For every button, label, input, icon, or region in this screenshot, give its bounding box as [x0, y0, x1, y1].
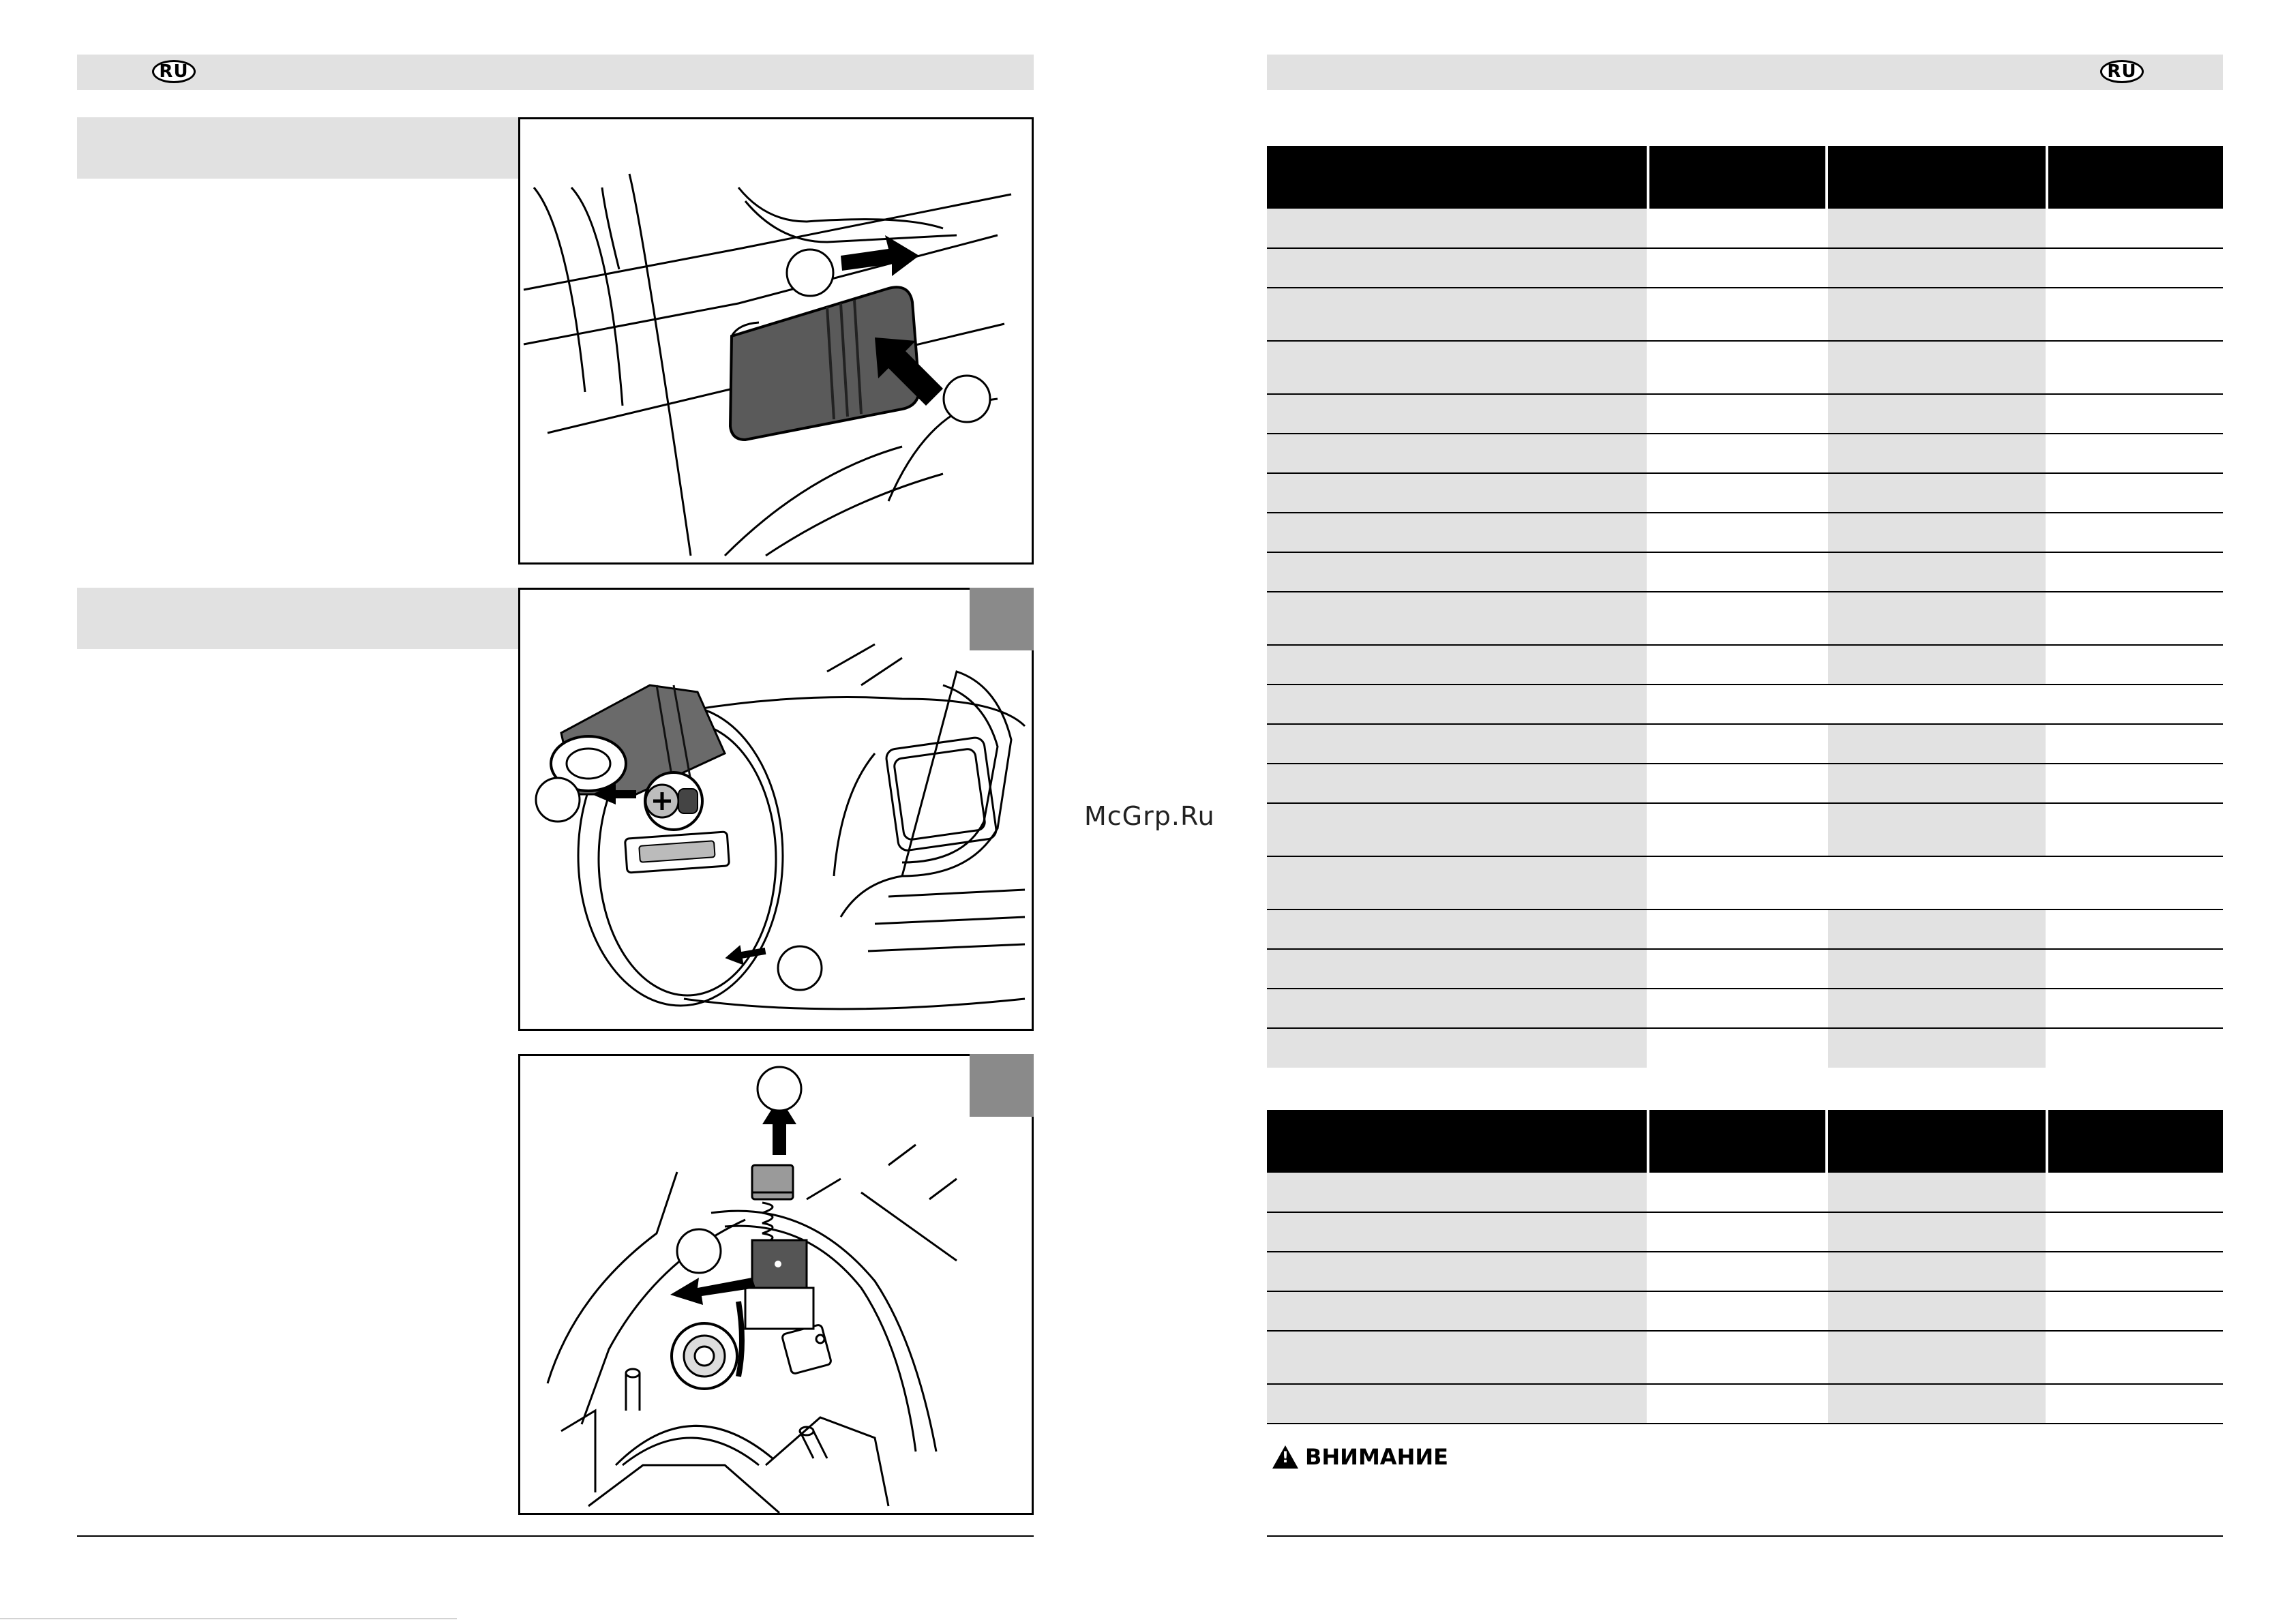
figure-1-callout-b [944, 376, 990, 422]
warning-triangle-icon [1272, 1445, 1298, 1469]
figure-2-tab [970, 588, 1034, 650]
table1-row [1267, 341, 2223, 394]
table1-header-3 [1828, 146, 2046, 209]
table2-cell [2048, 1173, 2223, 1212]
watermark: McGrp.Ru [1084, 801, 1215, 831]
table1-row [1267, 764, 2223, 803]
table1-cell [1649, 764, 1826, 803]
right-footer-rule [1267, 1535, 2223, 1537]
figure-3-coil [672, 1302, 742, 1389]
table1-row [1267, 645, 2223, 685]
table2-row [1267, 1252, 2223, 1291]
table1-cell [1649, 685, 2223, 724]
table2-cell [2048, 1384, 2223, 1424]
table2-row [1267, 1331, 2223, 1384]
table1-row [1267, 513, 2223, 552]
table1-cell [1649, 949, 1826, 989]
figure-3-tab [970, 1054, 1034, 1117]
table1-cell [1649, 909, 1826, 949]
table1-cell [2048, 645, 2223, 685]
warning-label: ВНИМАНИЕ [1305, 1444, 1448, 1470]
table1-row [1267, 803, 2223, 856]
table1-row [1267, 949, 2223, 989]
table1-row [1267, 248, 2223, 288]
table2-row [1267, 1173, 2223, 1212]
table1-row [1267, 394, 2223, 434]
table1-cell [1828, 394, 2046, 434]
table1-cell [1267, 989, 1647, 1028]
table1-cell [1267, 248, 1647, 288]
table1-cell [1828, 989, 2046, 1028]
table1-cell [1828, 949, 2046, 989]
table2-cell [2048, 1252, 2223, 1291]
table1-cell [1267, 1028, 1647, 1068]
table1-cell [2048, 473, 2223, 513]
table1-cell [1649, 473, 1826, 513]
table1-cell [1267, 513, 1647, 552]
table2-cell [1828, 1212, 2046, 1252]
table1-cell [1649, 513, 1826, 552]
table2-cell [1267, 1173, 1647, 1212]
table1-cell [2048, 1028, 2223, 1068]
table2-cell [2048, 1331, 2223, 1384]
table1-cell [1267, 473, 1647, 513]
figure-1 [518, 117, 1034, 565]
table1-cell [1649, 434, 1826, 473]
table1-cell [1267, 434, 1647, 473]
table1-cell [2048, 288, 2223, 341]
table1-cell [1828, 552, 2046, 592]
table1-row [1267, 552, 2223, 592]
table1-row [1267, 473, 2223, 513]
table1-cell [1649, 803, 1826, 856]
table2-cell [1649, 1173, 1826, 1212]
table1-cell [2048, 949, 2223, 989]
figure-3-callout-b [677, 1229, 721, 1273]
table1-cell [1267, 724, 1647, 764]
table2-cell [1649, 1212, 1826, 1252]
table1-cell [1828, 288, 2046, 341]
table1-cell [2048, 394, 2223, 434]
table2-cell [1828, 1331, 2046, 1384]
table1-cell [1649, 724, 1826, 764]
table2-cell [1267, 1252, 1647, 1291]
figure-3 [518, 1054, 1034, 1515]
table1-cell [2048, 248, 2223, 288]
table1-row [1267, 592, 2223, 645]
table2-cell [1649, 1384, 1826, 1424]
table1-cell [1828, 473, 2046, 513]
table1-cell [1649, 248, 1826, 288]
table1-cell [1828, 341, 2046, 394]
table1-cell [1267, 909, 1647, 949]
figure-2-callout-b [778, 946, 822, 990]
table1-cell [2048, 434, 2223, 473]
figure-3-spring [752, 1165, 793, 1244]
table1-cell [1267, 645, 1647, 685]
table1-cell [2048, 552, 2223, 592]
table1-cell [2048, 209, 2223, 248]
table1-cell [1828, 1028, 2046, 1068]
figure-2-arrow-down [723, 941, 767, 968]
table2-row [1267, 1212, 2223, 1252]
spec-table-2 [1267, 1110, 2223, 1424]
warning-notice [1272, 1444, 1448, 1470]
table1-cell [1828, 434, 2046, 473]
table1-cell [2048, 764, 2223, 803]
table1-cell [1828, 513, 2046, 552]
table1-cell [2048, 341, 2223, 394]
table1-cell [2048, 989, 2223, 1028]
table1-cell [2048, 592, 2223, 645]
table1-cell [1267, 685, 1647, 724]
table2-cell [1828, 1291, 2046, 1331]
table1-row [1267, 209, 2223, 248]
table2-cell [1649, 1331, 1826, 1384]
table1-row [1267, 685, 2223, 724]
table2-cell [1828, 1252, 2046, 1291]
figure-3-brush-block [745, 1240, 813, 1329]
table2-header-3 [1828, 1110, 2046, 1173]
right-lang-badge: RU [2100, 60, 2144, 83]
table1-cell [1267, 592, 1647, 645]
figure-2-window [625, 832, 729, 873]
table1-header-4 [2048, 146, 2223, 209]
table2-cell [2048, 1212, 2223, 1252]
table1-cell [1267, 803, 1647, 856]
table1-header-1 [1267, 146, 1647, 209]
table1-cell [1649, 1028, 1826, 1068]
table1-row [1267, 1028, 2223, 1068]
table1-cell [1649, 592, 1826, 645]
table1-cell [2048, 803, 2223, 856]
figure-1-callout-a [787, 250, 833, 296]
table1-cell [1828, 209, 2046, 248]
figure-2-screw [645, 772, 702, 830]
table1-cell [1828, 645, 2046, 685]
table1-cell [1828, 803, 2046, 856]
table2-header-2 [1649, 1110, 1826, 1173]
table1-row [1267, 434, 2223, 473]
table2-cell [1267, 1212, 1647, 1252]
right-header-bar [1267, 55, 2223, 90]
table2-header-1 [1267, 1110, 1647, 1173]
table1-cell [1649, 989, 1826, 1028]
table1-cell [1267, 341, 1647, 394]
table1-header-2 [1649, 146, 1826, 209]
table1-cell [1649, 394, 1826, 434]
table2-row [1267, 1291, 2223, 1331]
table2-cell [1267, 1384, 1647, 1424]
table1-cell [1267, 764, 1647, 803]
table1-row [1267, 724, 2223, 764]
table1-cell [1649, 341, 1826, 394]
spec-table-1 [1267, 146, 2223, 1068]
table2-header-4 [2048, 1110, 2223, 1173]
figure-3-callout-a [758, 1067, 801, 1111]
table2-row [1267, 1384, 2223, 1424]
table1-cell [2048, 724, 2223, 764]
left-lang-badge: RU [152, 60, 196, 83]
table1-cell [1267, 552, 1647, 592]
table1-row [1267, 288, 2223, 341]
table2-cell [1649, 1252, 1826, 1291]
table1-cell [1267, 949, 1647, 989]
table1-cell [1828, 764, 2046, 803]
figure-2-drawing [520, 590, 1032, 1029]
figure-3-arrow-left [670, 1278, 755, 1305]
table1-cell [1828, 724, 2046, 764]
table1-row [1267, 856, 2223, 909]
table1-cell [1267, 288, 1647, 341]
left-section-heading-1 [77, 117, 518, 179]
table2-cell [1828, 1173, 2046, 1212]
table1-cell [1267, 856, 1647, 909]
table1-row [1267, 989, 2223, 1028]
table1-cell [1649, 209, 1826, 248]
left-section-heading-2 [77, 588, 518, 649]
figure-2-callout-a [536, 778, 580, 822]
table1-cell [1267, 209, 1647, 248]
table2-cell [1267, 1331, 1647, 1384]
left-footer-rule [77, 1535, 1034, 1537]
table2-cell [1828, 1384, 2046, 1424]
table1-cell [2048, 513, 2223, 552]
table1-cell [1828, 909, 2046, 949]
table1-cell [1649, 856, 2223, 909]
table1-row [1267, 909, 2223, 949]
figure-3-drawing [520, 1056, 1032, 1513]
table1-cell [1828, 248, 2046, 288]
table1-cell [1649, 288, 1826, 341]
figure-2 [518, 588, 1034, 1031]
table1-cell [1649, 552, 1826, 592]
left-header-bar [77, 55, 1034, 90]
table1-cell [1649, 645, 1826, 685]
table2-cell [2048, 1291, 2223, 1331]
table2-cell [1267, 1291, 1647, 1331]
table1-cell [2048, 909, 2223, 949]
figure-1-drawing [520, 119, 1032, 562]
table1-cell [1828, 592, 2046, 645]
table2-cell [1649, 1291, 1826, 1331]
table1-cell [1267, 394, 1647, 434]
figure-2-brush-cap [551, 685, 725, 794]
